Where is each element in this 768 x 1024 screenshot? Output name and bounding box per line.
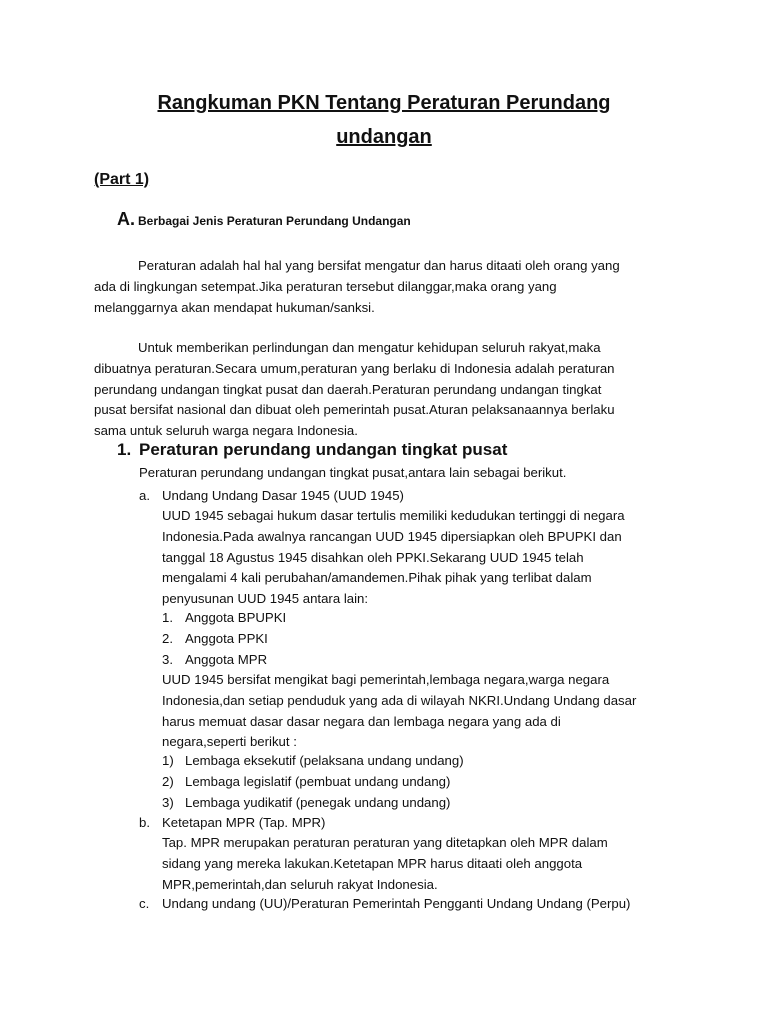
section-a-heading xyxy=(117,209,411,230)
item-b-marker: b. xyxy=(139,815,150,830)
body-line: Indonesia.Pada awalnya rancangan UUD 1945 dipersiapkan oleh BPUPKI dan xyxy=(162,528,622,544)
list-marker: 2) xyxy=(162,774,174,789)
body-line: tanggal 18 Agustus 1945 disahkan oleh PPKI.Sekarang UUD 1945 telah xyxy=(162,549,584,565)
paragraph-line: Peraturan adalah hal hal yang bersifat mengatur dan harus ditaati oleh orang yang xyxy=(138,258,620,273)
body-line: Indonesia,dan setiap penduduk yang ada di wilayah NKRI.Undang Undang dasar xyxy=(162,692,637,708)
list-marker: 2. xyxy=(162,631,173,646)
item-c-title xyxy=(139,896,630,911)
list-marker: 1) xyxy=(162,753,174,768)
item-a-marker: a. xyxy=(139,488,150,503)
body-line: penyusunan UUD 1945 antara lain: xyxy=(162,591,369,607)
list-marker: 1. xyxy=(162,610,173,625)
paragraph-2 xyxy=(94,338,674,442)
list-text: Anggota BPUPKI xyxy=(185,610,287,625)
list-item xyxy=(162,631,268,646)
body-line: MPR,pemerintah,dan seluruh rakyat Indonesia. xyxy=(162,876,438,892)
item-b-title xyxy=(139,815,325,830)
list-text: Anggota MPR xyxy=(185,652,268,667)
item-a-body-1 xyxy=(162,506,625,610)
list-item xyxy=(162,610,286,625)
paragraph-line: Untuk memberikan perlindungan dan mengatur kehidupan seluruh rakyat,maka xyxy=(138,340,601,355)
list-text: Lembaga yudikatif (penegak undang undang) xyxy=(185,795,451,810)
item-c-title-text: Undang undang (UU)/Peraturan Pemerintah Pengganti Undang Undang (Perpu) xyxy=(162,896,631,911)
list-text: Lembaga eksekutif (pelaksana undang undang) xyxy=(185,753,464,768)
body-line: mengalami 4 kali perubahan/amandemen.Pihak pihak yang terlibat dalam xyxy=(162,570,592,586)
body-line: UUD 1945 bersifat mengikat bagi pemerintah,lembaga negara,warga negara xyxy=(162,672,610,687)
paragraph-line: pusat bersifat nasional dan dibuat oleh pemerintah pusat.Aturan pelaksanaannya berlaku xyxy=(94,402,615,418)
list-item xyxy=(162,795,450,810)
item-c-marker: c. xyxy=(139,896,150,911)
paragraph-line: sama untuk seluruh warga negara Indonesia. xyxy=(94,423,358,439)
paragraph-1 xyxy=(94,256,674,318)
paragraph-line: perundang undangan tingkat pusat dan daerah.Peraturan perundang undangan tingkat xyxy=(94,381,602,397)
list-marker: 3. xyxy=(162,652,173,667)
list-item xyxy=(162,753,464,768)
section-a-letter: A. xyxy=(117,209,135,229)
item-a-title xyxy=(139,488,404,503)
paragraph-line: melanggarnya akan mendapat hukuman/sanksi. xyxy=(94,299,375,315)
paragraph-line: ada di lingkungan setempat.Jika peraturan tersebut dilanggar,maka orang yang xyxy=(94,278,557,294)
document-title-line-2: undangan xyxy=(336,126,432,148)
paragraph-line: dibuatnya peraturan.Secara umum,peraturan yang berlaku di Indonesia adalah peraturan xyxy=(94,360,615,376)
item-a-title-text: Undang Undang Dasar 1945 (UUD 1945) xyxy=(162,488,404,503)
list-text: Lembaga legislatif (pembuat undang undang) xyxy=(185,774,451,789)
section-a-text: Berbagai Jenis Peraturan Perundang Undangan xyxy=(138,214,411,228)
heading-1-number: 1. xyxy=(117,440,132,459)
heading-1-text: Peraturan perundang undangan tingkat pusat xyxy=(139,440,508,459)
list-text: Anggota PPKI xyxy=(185,631,268,646)
body-line: Tap. MPR merupakan peraturan peraturan yang ditetapkan oleh MPR dalam xyxy=(162,835,608,850)
heading-1-intro: Peraturan perundang undangan tingkat pusat,antara lain sebagai berikut. xyxy=(139,465,567,480)
heading-1 xyxy=(117,440,507,460)
document-title-line-1: Rangkuman PKN Tentang Peraturan Perundang xyxy=(157,92,611,114)
body-line: negara,seperti berikut : xyxy=(162,734,297,750)
part-label: (Part 1) xyxy=(94,171,150,188)
item-b-body xyxy=(162,833,608,895)
body-line: UUD 1945 sebagai hukum dasar tertulis memiliki kedudukan tertinggi di negara xyxy=(162,508,625,523)
list-marker: 3) xyxy=(162,795,174,810)
item-b-title-text: Ketetapan MPR (Tap. MPR) xyxy=(162,815,326,830)
item-a-body-2 xyxy=(162,670,636,753)
body-line: harus memuat dasar dasar negara dan lembaga negara yang ada di xyxy=(162,713,561,729)
list-item xyxy=(162,652,267,667)
list-item xyxy=(162,774,450,789)
body-line: sidang yang mereka lakukan.Ketetapan MPR harus ditaati oleh anggota xyxy=(162,855,583,871)
